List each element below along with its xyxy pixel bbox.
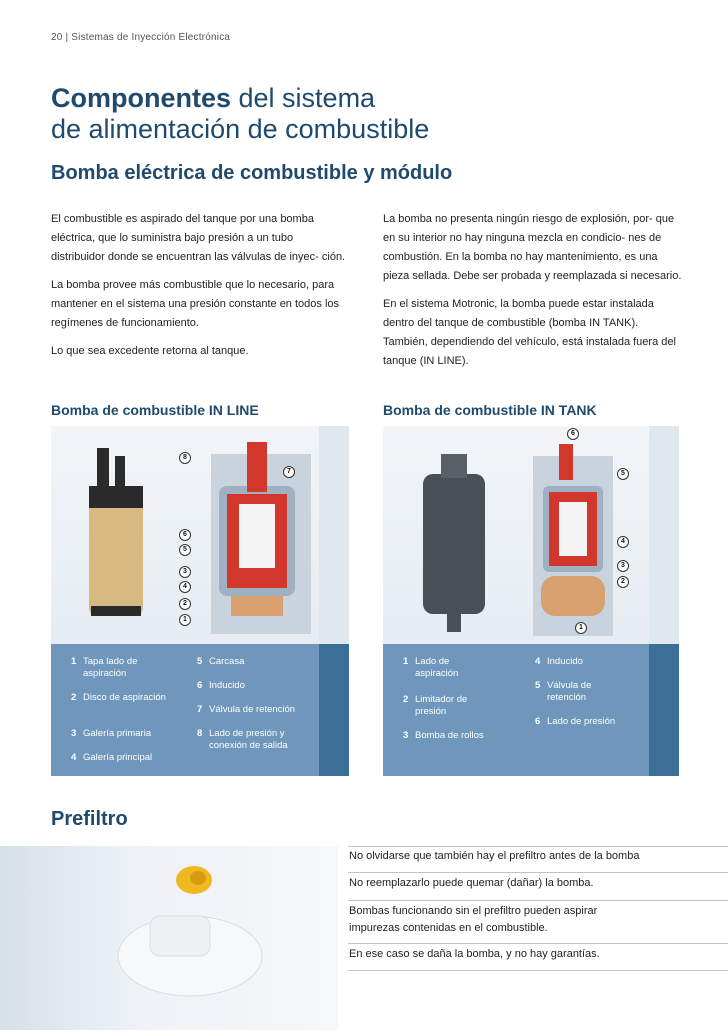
prefiltro-line-1: No olvidarse que también hay el prefiltro antes de la bomba (349, 850, 640, 862)
page-title (51, 83, 429, 145)
inline-legend-item: 2 Disco de aspiración (71, 692, 166, 703)
divider (348, 943, 728, 944)
inline-legend-item: 3 Galería primaria (71, 728, 152, 739)
prefiltro-line-2: No reemplazarlo puede quemar (dañar) la bomba. (349, 877, 594, 889)
title-line2: de alimentación de combustible (51, 114, 430, 144)
prefiltro-line-3: Bombas funcionando sin el prefiltro pueden aspirar impurezas contenidas en el combustible. (349, 905, 598, 934)
title-bold: Componentes (51, 83, 232, 113)
callout-4: 4 (617, 536, 629, 548)
intank-stripe-dark (649, 644, 679, 776)
callout-2: 2 (179, 598, 191, 610)
intank-legend (383, 644, 649, 776)
prefiltro-photo (0, 846, 338, 1030)
callout-1: 1 (179, 614, 191, 626)
inline-stripe-dark (319, 644, 349, 776)
left-paragraph-1: El combustible es aspirado del tanque por una bomba eléctrica, que lo suministra bajo presión a un tubo distribuidor donde se encuentran las válvulas de inyec- ción. (51, 213, 346, 263)
prefilter-illustration (0, 846, 338, 1030)
intank-legend-item: 1 Lado de aspiración (403, 656, 459, 679)
left-paragraph-3: Lo que sea excedente retorna al tanque. (51, 345, 249, 357)
callout-2: 2 (617, 576, 629, 588)
inline-legend-item: 4 Galería principal (71, 752, 153, 763)
pump-body-photo (423, 474, 485, 614)
callout-6: 6 (567, 428, 579, 440)
left-paragraph-2: La bomba provee más combustible que lo necesario, para mantener en el sistema una presión constante en todos los regímenes de funcionamiento. (51, 279, 340, 329)
intank-legend-item: 6 Lado de presión (535, 716, 616, 727)
intank-legend-item: 2 Limitador de presión (403, 694, 468, 717)
prefiltro-line-4: En ese caso se daña la bomba, y no hay garantías. (349, 948, 600, 960)
title-rest: del sistema (231, 83, 376, 113)
callout-7: 7 (283, 466, 295, 478)
right-paragraph-1: La bomba no presenta ningún riesgo de explosión, por- que en su interior no hay ninguna mezcla en condicio- nes de combustión. En la bomba no hay mantenimiento, es una pieza sellada. Debe ser probada y reemplazada si necesario. (383, 213, 682, 282)
callout-3: 3 (179, 566, 191, 578)
intank-legend-item: 4 Inducido (535, 656, 583, 667)
intank-heading: Bomba de combustible IN TANK (383, 402, 597, 418)
inline-legend-item: 8 Lado de presión y conexión de salida (197, 728, 288, 751)
inline-legend (51, 644, 319, 776)
callout-5: 5 (179, 544, 191, 556)
right-column (383, 210, 683, 371)
inline-heading: Bomba de combustible IN LINE (51, 402, 259, 418)
callout-8: 8 (179, 452, 191, 464)
callout-4: 4 (179, 581, 191, 593)
intank-legend-item: 5 Válvula de retención (535, 680, 592, 703)
intank-legend-item: 3 Bomba de rollos (403, 730, 484, 741)
divider (348, 970, 728, 971)
inline-image-panel (51, 426, 319, 644)
inline-stripe-light (319, 426, 349, 644)
divider (348, 900, 728, 901)
intank-image-panel (383, 426, 649, 644)
inline-legend-item: 7 Válvula de retención (197, 704, 296, 715)
page-header: 20 | Sistemas de Inyección Electrónica (51, 32, 231, 43)
divider (348, 872, 728, 873)
divider (348, 846, 728, 847)
intank-pump-illustration (383, 426, 649, 644)
callout-1: 1 (575, 622, 587, 634)
inline-legend-item: 5 Carcasa (197, 656, 245, 667)
intank-stripe-light (649, 426, 679, 644)
inline-legend-item: 1 Tapa lado de aspiración (71, 656, 138, 679)
callout-3: 3 (617, 560, 629, 572)
section-subtitle: Bomba eléctrica de combustible y módulo (51, 162, 453, 184)
prefiltro-heading: Prefiltro (51, 808, 128, 830)
callout-5: 5 (617, 468, 629, 480)
left-column (51, 210, 346, 361)
right-paragraph-2: En el sistema Motronic, la bomba puede estar instalada dentro del tanque de combustible (bomba IN TANK). También, dependiendo del vehículo, está instalada fuera del tanque (IN LINE). (383, 298, 676, 367)
callout-6: 6 (179, 529, 191, 541)
inline-legend-item: 6 Inducido (197, 680, 245, 691)
